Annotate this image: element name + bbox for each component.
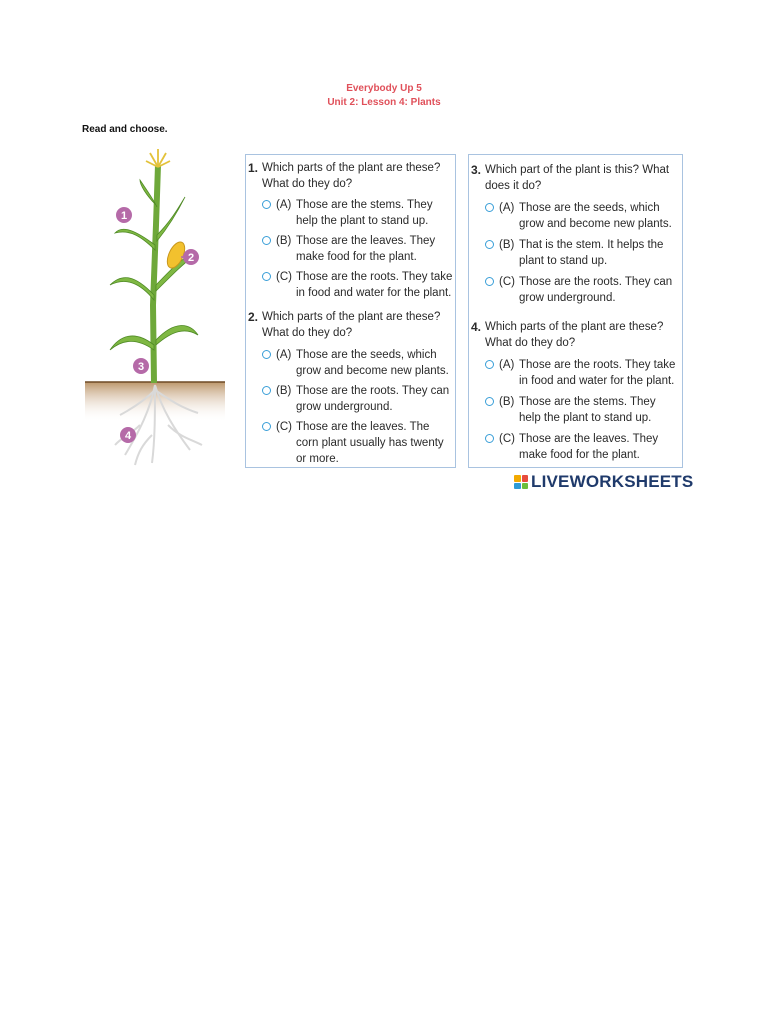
option-text: Those are the roots. They can grow underground. — [296, 385, 450, 413]
question-number: 2. — [248, 310, 259, 324]
option-text: Those are the roots. They can grow underground. — [519, 276, 673, 304]
question-box-right — [468, 154, 683, 468]
option-text: Those are the roots. They take in food and water for the plant. — [296, 271, 453, 299]
question-text: Which parts of the plant are these? What do they do? — [262, 162, 441, 190]
option-text: Those are the roots. They take in food and water for the plant. — [519, 359, 676, 387]
question-number: 3. — [471, 163, 482, 177]
option-text: Those are the seeds, which grow and become new plants. — [296, 349, 449, 377]
question-number: 4. — [471, 320, 482, 334]
option-label: (A) — [276, 199, 292, 211]
worksheet-subtitle: Unit 2: Lesson 4: Plants — [327, 97, 441, 108]
radio-button[interactable] — [262, 422, 271, 431]
option-text: Those are the leaves. The corn plant usually has twenty or more. — [296, 421, 444, 465]
option-text: Those are the leaves. They make food for the plant. — [296, 235, 436, 263]
option-label: (C) — [499, 276, 515, 288]
logo-text: LIVEWORKSHEETS — [531, 472, 694, 491]
question-text: Which parts of the plant are these? What do they do? — [262, 311, 441, 339]
worksheet-title: Everybody Up 5 — [346, 83, 422, 94]
radio-button[interactable] — [485, 397, 494, 406]
option-label: (A) — [499, 202, 515, 214]
option-label: (C) — [499, 433, 515, 445]
worksheet-header — [0, 82, 768, 110]
plant-label-1: 1 — [120, 210, 128, 222]
question-number: 1. — [248, 161, 259, 175]
option-label: (B) — [499, 396, 515, 408]
option-label: (B) — [276, 385, 292, 397]
radio-button[interactable] — [485, 277, 494, 286]
option-label: (A) — [276, 349, 292, 361]
question-box-left — [245, 154, 456, 468]
liveworksheets-logo[interactable] — [514, 472, 693, 492]
option-text: That is the stem. It helps the plant to stand up. — [519, 239, 664, 267]
radio-button[interactable] — [262, 350, 271, 359]
option-label: (C) — [276, 421, 292, 433]
instruction-text: Read and choose. — [82, 124, 168, 135]
radio-button[interactable] — [262, 386, 271, 395]
plant-label-4: 4 — [124, 430, 132, 442]
option-text: Those are the seeds, which grow and become new plants. — [519, 202, 672, 230]
radio-button[interactable] — [485, 434, 494, 443]
radio-button[interactable] — [485, 360, 494, 369]
option-text: Those are the stems. They help the plant to stand up. — [296, 199, 433, 227]
plant-label-3: 3 — [137, 361, 145, 373]
question-text: Which parts of the plant are these? What do they do? — [485, 321, 664, 349]
corn-plant-illustration — [80, 145, 230, 475]
radio-button[interactable] — [485, 203, 494, 212]
option-label: (A) — [499, 359, 515, 371]
liveworksheets-logo-icon — [514, 475, 528, 489]
option-label: (B) — [276, 235, 292, 247]
question-text: Which part of the plant is this? What does it do? — [485, 164, 670, 192]
radio-button[interactable] — [262, 200, 271, 209]
radio-button[interactable] — [485, 240, 494, 249]
option-label: (C) — [276, 271, 292, 283]
option-label: (B) — [499, 239, 515, 251]
option-text: Those are the stems. They help the plant to stand up. — [519, 396, 656, 424]
radio-button[interactable] — [262, 236, 271, 245]
plant-label-2: 2 — [187, 252, 195, 264]
option-text: Those are the leaves. They make food for the plant. — [519, 433, 659, 461]
radio-button[interactable] — [262, 272, 271, 281]
